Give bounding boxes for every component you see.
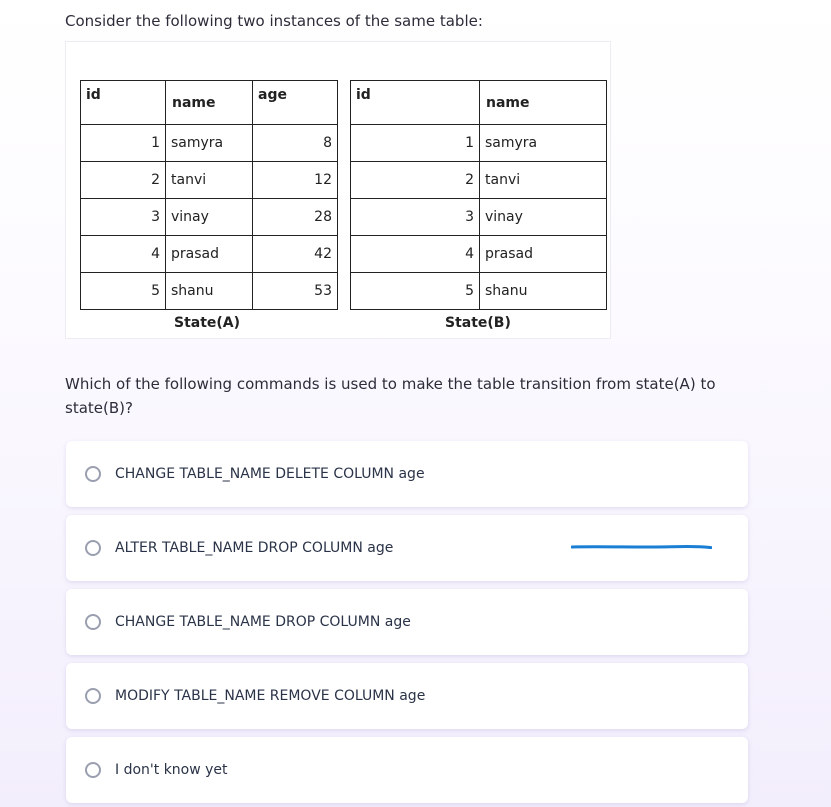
radio-button-icon[interactable] bbox=[85, 540, 101, 556]
annotation-underline-mark bbox=[571, 545, 712, 549]
table-header-row bbox=[81, 81, 338, 125]
column-header-age: age bbox=[253, 81, 338, 125]
table-row bbox=[81, 273, 338, 310]
cell-id: 1 bbox=[351, 125, 480, 162]
state-a-table bbox=[80, 80, 338, 310]
cell-name: shanu bbox=[480, 273, 607, 310]
tables-figure bbox=[65, 41, 611, 339]
state-b-caption: State(B) bbox=[445, 315, 511, 331]
cell-name: tanvi bbox=[480, 162, 607, 199]
cell-name: shanu bbox=[166, 273, 253, 310]
cell-age: 42 bbox=[253, 236, 338, 273]
cell-age: 12 bbox=[253, 162, 338, 199]
table-row bbox=[81, 162, 338, 199]
cell-name: vinay bbox=[166, 199, 253, 236]
cell-id: 2 bbox=[351, 162, 480, 199]
table-row bbox=[351, 273, 607, 310]
column-header-id: id bbox=[81, 81, 166, 125]
answer-option-1[interactable] bbox=[66, 441, 748, 507]
cell-age: 8 bbox=[253, 125, 338, 162]
state-a-caption: State(A) bbox=[174, 315, 241, 331]
table-row bbox=[351, 125, 607, 162]
state-b-table bbox=[350, 80, 607, 310]
answer-option-5[interactable] bbox=[66, 737, 748, 803]
table-row bbox=[351, 162, 607, 199]
cell-id: 5 bbox=[81, 273, 166, 310]
cell-name: vinay bbox=[480, 199, 607, 236]
table-row bbox=[81, 125, 338, 162]
answer-option-4[interactable] bbox=[66, 663, 748, 729]
state-a-table-block bbox=[80, 80, 338, 310]
state-b-table-block bbox=[350, 80, 607, 310]
cell-id: 4 bbox=[81, 236, 166, 273]
column-header-name: name bbox=[480, 81, 607, 125]
answer-option-3[interactable] bbox=[66, 589, 748, 655]
table-header-row bbox=[351, 81, 607, 125]
intro-text: Consider the following two instances of the same table: bbox=[65, 12, 483, 30]
cell-age: 28 bbox=[253, 199, 338, 236]
answer-option-label: CHANGE TABLE_NAME DROP COLUMN age bbox=[115, 614, 411, 630]
table-row bbox=[351, 199, 607, 236]
column-header-name: name bbox=[166, 81, 253, 125]
cell-id: 3 bbox=[351, 199, 480, 236]
cell-name: prasad bbox=[166, 236, 253, 273]
answer-option-label: MODIFY TABLE_NAME REMOVE COLUMN age bbox=[115, 688, 426, 704]
cell-id: 5 bbox=[351, 273, 480, 310]
radio-button-icon[interactable] bbox=[85, 466, 101, 482]
table-row bbox=[81, 199, 338, 236]
cell-name: prasad bbox=[480, 236, 607, 273]
cell-name: tanvi bbox=[166, 162, 253, 199]
column-header-id: id bbox=[351, 81, 480, 125]
radio-button-icon[interactable] bbox=[85, 688, 101, 704]
answer-option-label: ALTER TABLE_NAME DROP COLUMN age bbox=[115, 540, 394, 556]
question-text: Which of the following commands is used to make the table transition from state(A) to state(B)? bbox=[65, 375, 716, 417]
cell-id: 3 bbox=[81, 199, 166, 236]
cell-name: samyra bbox=[480, 125, 607, 162]
table-row bbox=[351, 236, 607, 273]
answer-option-label: I don't know yet bbox=[115, 762, 228, 778]
cell-name: samyra bbox=[166, 125, 253, 162]
cell-id: 1 bbox=[81, 125, 166, 162]
radio-button-icon[interactable] bbox=[85, 614, 101, 630]
answer-option-label: CHANGE TABLE_NAME DELETE COLUMN age bbox=[115, 466, 425, 482]
table-row bbox=[81, 236, 338, 273]
cell-age: 53 bbox=[253, 273, 338, 310]
radio-button-icon[interactable] bbox=[85, 762, 101, 778]
cell-id: 2 bbox=[81, 162, 166, 199]
cell-id: 4 bbox=[351, 236, 480, 273]
